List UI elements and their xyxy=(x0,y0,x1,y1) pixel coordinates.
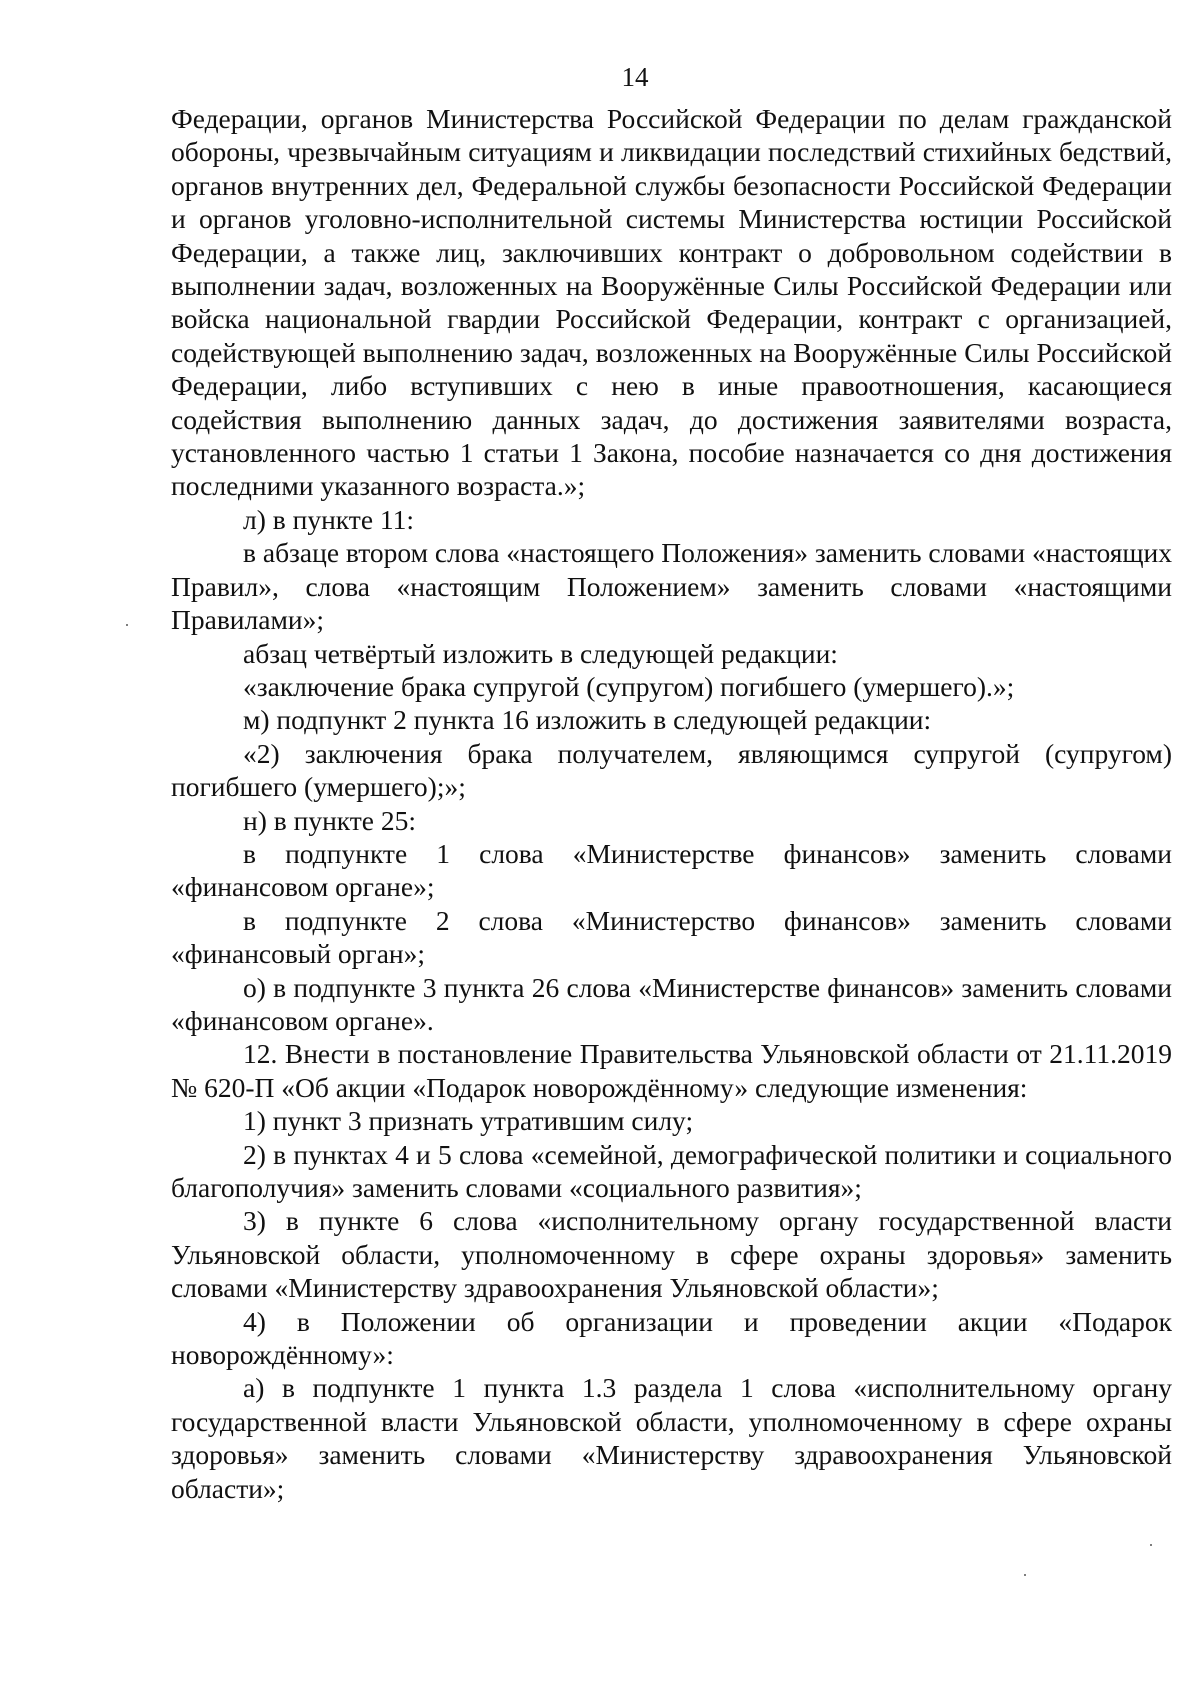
paragraph-subitem-2: в подпункте 2 слова «Министерство финансов» заменить словами «финансовый орган»; xyxy=(171,904,1172,970)
page-number: 14 xyxy=(621,62,649,92)
paragraph-continuation: Федерации, органов Министерства Российской Федерации по делам гражданской обороны, чрезвычайным ситуациям и ликвидации последствий стихийных бедствий, органов внутренних дел, Федеральной службы безопасности Российской Федерации и органов уголовно-исполнительной системы Министерства юстиции Российской Федерации, а также лиц, заключивших контракт о добровольном содействии в выполнении задач, возложенных на Вооружённые Силы Российской Федерации или войска национальной гвардии Российской Федерации, контракт с организацией, содействующей выполнению задач, возложенных на Вооружённые Силы Российской Федерации, либо вступивших с нею в иные правоотношения, касающиеся содействия выполнению данных задач, до достижения заявителями возраста, установленного частью 1 статьи 1 Закона, пособие назначается со дня достижения последними указанного возраста.»; xyxy=(171,103,1172,502)
paragraph-item-l: л) в пункте 11: xyxy=(243,503,415,535)
paragraph-subitem-2-quote: «2) заключения брака получателем, являющимся супругой (супругом) погибшего (умершего);»; xyxy=(171,737,1172,803)
paragraph-item-m: м) подпункт 2 пункта 16 изложить в следующей редакции: xyxy=(243,704,932,736)
paragraph-section-12: 12. Внести в постановление Правительства Ульяновской области от 21.11.2019 № 620-П «Об акции «Подарок новорождённому» следующие изменения: xyxy=(171,1038,1172,1103)
paragraph-list-2: 2) в пунктах 4 и 5 слова «семейной, демографической политики и социального благополучия» заменить словами «социального развития»; xyxy=(171,1138,1172,1203)
paragraph-item-n: н) в пункте 25: xyxy=(243,804,417,836)
paragraph-replace-words: в абзаце втором слова «настоящего Положения» заменить словами «настоящих Правил», слова «настоящим Положением» заменить словами «настоящими Правилами»; xyxy=(171,537,1172,636)
paragraph-item-o: о) в подпункте 3 пункта 26 слова «Министерстве финансов» заменить словами «финансовом органе». xyxy=(171,971,1172,1036)
paragraph-subitem-1: в подпункте 1 слова «Министерстве финансов» заменить словами «финансовом органе»; xyxy=(171,837,1172,903)
scan-speck xyxy=(1150,1544,1152,1546)
document-body xyxy=(171,102,1172,1505)
scan-speck xyxy=(126,624,128,626)
paragraph-list-4a: а) в подпункте 1 пункта 1.3 раздела 1 слова «исполнительному органу государственной власти Ульяновской области, уполномоченному в сфере охраны здоровья» заменить словами «Министерству здравоохранения Ульяновской области»; xyxy=(171,1372,1172,1504)
paragraph-list-1: 1) пункт 3 признать утратившим силу; xyxy=(243,1105,694,1137)
paragraph-marriage-quote: «заключение брака супругой (супругом) погибшего (умершего).»; xyxy=(243,670,1015,702)
paragraph-list-4: 4) в Положении об организации и проведении акции «Подарок новорождённому»: xyxy=(171,1305,1172,1371)
scan-speck xyxy=(1024,1574,1026,1576)
paragraph-list-3: 3) в пункте 6 слова «исполнительному органу государственной власти Ульяновской области, уполномоченному в сфере охраны здоровья» заменить словами «Министерству здравоохранения Ульяновской области»; xyxy=(171,1205,1172,1304)
paragraph-fourth-abzac: абзац четвёртый изложить в следующей редакции: xyxy=(243,637,838,669)
